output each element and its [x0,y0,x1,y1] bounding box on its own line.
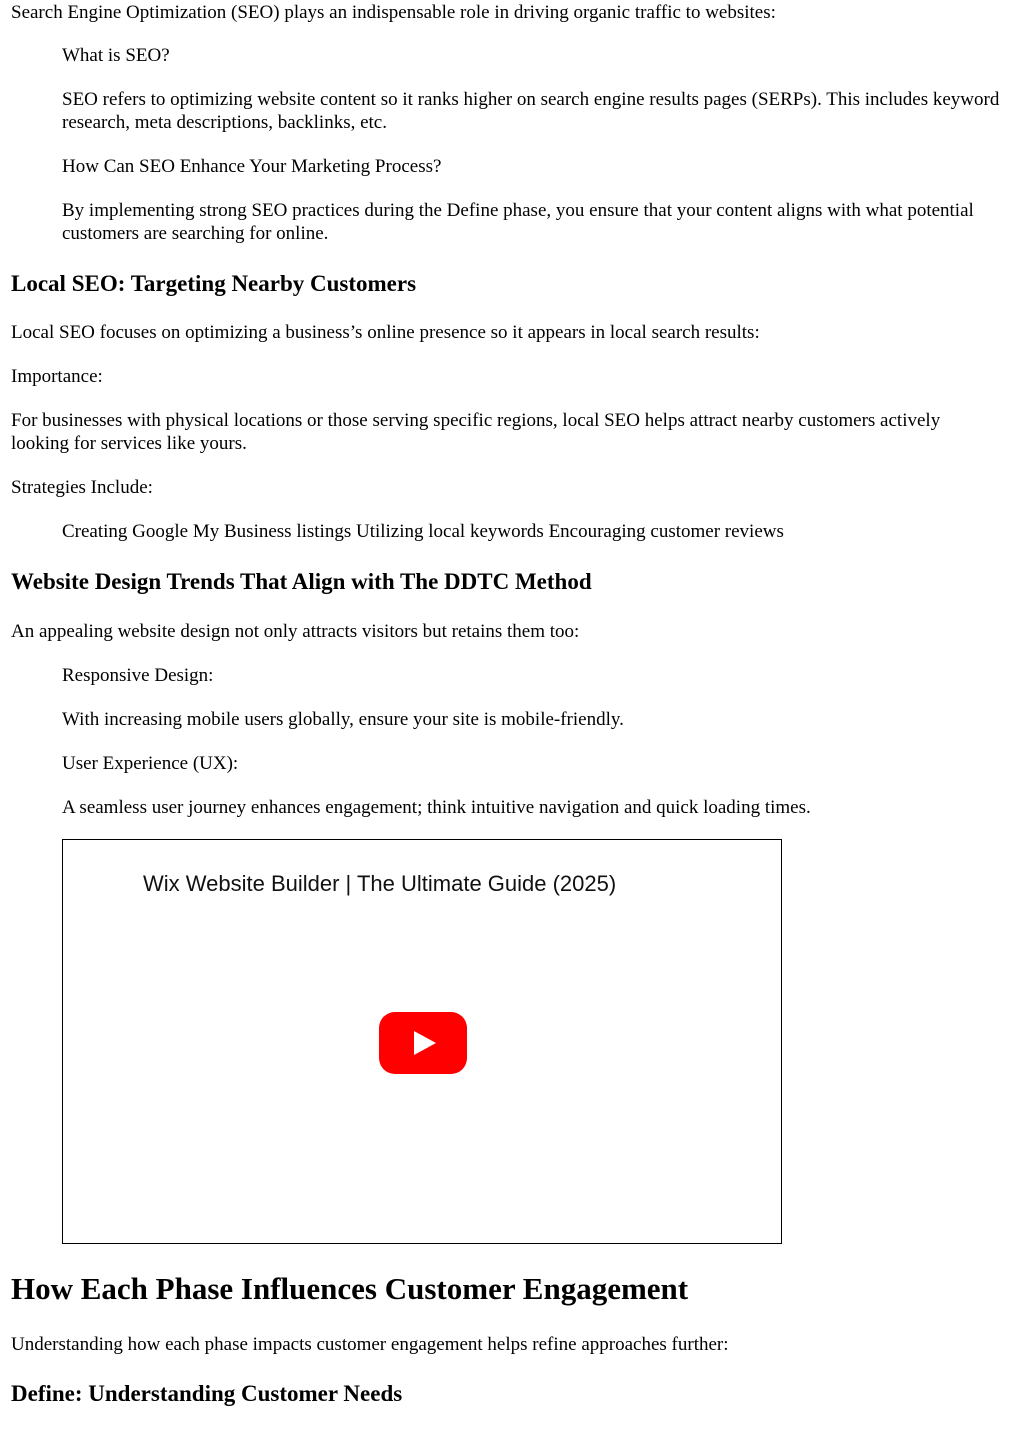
ux-label: User Experience (UX): [62,753,239,774]
seo-answer-what: SEO refers to optimizing website content so it ranks higher on search engine results pages (SERPs). This includes keyword research, meta descriptions, backlinks, etc. [62,89,1000,133]
video-title[interactable]: Wix Website Builder | The Ultimate Guide (2025) [143,871,617,896]
local-seo-strategies-label: Strategies Include: [11,477,153,498]
local-seo-importance-label: Importance: [11,366,103,387]
design-trends-heading: Website Design Trends That Align with The DDTC Method [11,569,592,594]
seo-question-what: What is SEO? [62,45,170,66]
youtube-play-icon[interactable] [379,1012,467,1074]
embedded-video[interactable] [62,839,782,1244]
local-seo-heading: Local SEO: Targeting Nearby Customers [11,271,417,296]
ux-text: A seamless user journey enhances engagement; think intuitive navigation and quick loading times. [62,797,811,818]
local-seo-importance-text: For businesses with physical locations or those serving specific regions, local SEO helps attract nearby customers actively looking for services like yours. [11,410,941,454]
engagement-intro: Understanding how each phase impacts customer engagement helps refine approaches further: [11,1334,729,1355]
design-trends-intro: An appealing website design not only attracts visitors but retains them too: [11,621,580,642]
engagement-heading: How Each Phase Influences Customer Engagement [11,1271,689,1306]
define-heading: Define: Understanding Customer Needs [11,1381,403,1406]
seo-answer-how: By implementing strong SEO practices during the Define phase, you ensure that your content aligns with what potential customers are searching for online. [62,200,974,244]
responsive-design-label: Responsive Design: [62,665,214,686]
local-seo-intro: Local SEO focuses on optimizing a business’s online presence so it appears in local search results: [11,322,760,343]
play-triangle-icon [379,1012,467,1074]
seo-intro: Search Engine Optimization (SEO) plays an indispensable role in driving organic traffic to websites: [11,2,776,23]
responsive-design-text: With increasing mobile users globally, ensure your site is mobile-friendly. [62,709,624,730]
local-seo-strategies-list: Creating Google My Business listings Utilizing local keywords Encouraging customer reviews [62,521,784,542]
seo-question-how: How Can SEO Enhance Your Marketing Process? [62,156,442,177]
